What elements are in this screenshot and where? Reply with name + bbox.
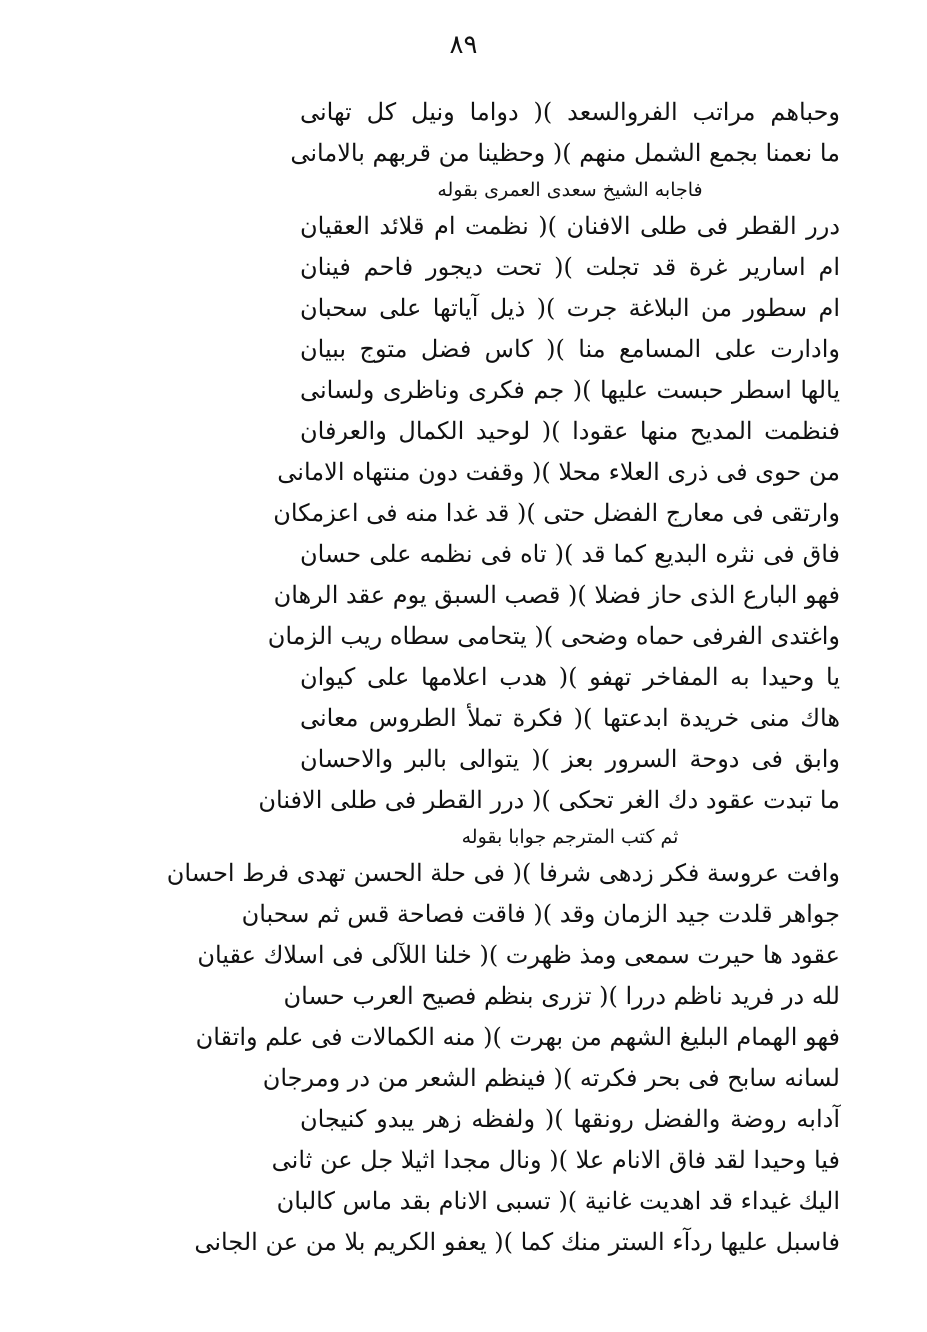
poem-body (166, 92, 840, 1263)
verse-line: فاسبل عليها ردآء الستر منك كما )( يعفو الكريم بلا من عن الجانى (194, 1228, 840, 1256)
page-number: ٨٩ (449, 30, 478, 60)
section-heading: فاجابه الشيخ سعدى العمرى بقوله (437, 179, 703, 201)
verse-line: فيا وحيدا لقد فاق الانام علا )( ونال مجدا اثيلا جل عن ثانى (271, 1146, 840, 1174)
verse-line: فاق فى نثره البديع كما قد )( تاه فى نظمه على حسان (300, 540, 840, 568)
verse-line: ما تبدت عقود دك الغر تحكى )( درر القطر فى طلى الافنان (258, 786, 840, 814)
verse-line: عقود ها حيرت سمعى ومذ ظهرت )( خلنا اللآلى فى اسلاك عقيان (197, 941, 840, 969)
verse-line: فنظمت المديح منها عقودا )( لوحيد الكمال والعرفان (300, 417, 840, 445)
verse-line: وابق فى دوحة السرور بعز )( يتوالى بالبر والاحسان (300, 745, 840, 773)
verse-line: فهو الهمام البليغ الشهم من بهرت )( منه الكمالات فى علم واتقان (195, 1023, 840, 1051)
section-heading: ثم كتب المترجم جوابا بقوله (461, 826, 679, 848)
verse-line: جواهر قلدت جيد الزمان وقد )( فاقت فصاحة قس ثم سحبان (241, 900, 840, 928)
verse-line: يا وحيدا به المفاخر تهفو )( هدب اعلامها على كيوان (300, 663, 840, 691)
verse-line: يالها اسطر حبست عليها )( جم فكرى وناظرى ولسانى (300, 376, 840, 404)
verse-line: هاك منى خريدة ابدعتها )( فكرة تملأ الطروس معانى (300, 704, 840, 732)
verse-line: آدابه روضة والفضل رونقها )( ولفظه زهر يبدو كنيجان (300, 1105, 840, 1133)
verse-line: وارتقى فى معارج الفضل حتى )( قد غدا منه فى اعزمكان (273, 499, 840, 527)
verse-line: واغتدى الفرفى حماه وضحى )( يتحامى سطاه ريب الزمان (267, 622, 840, 650)
verse-line: اليك غيداء قد اهديت غانية )( تسبى الانام بقد ماس كالبان (276, 1187, 840, 1215)
verse-line: ام سطور من البلاغة جرت )( ذيل آياتها على سحبان (300, 294, 840, 322)
verse-line: درر القطر فى طلى الافنان )( نظمت ام قلائد العقيان (300, 212, 840, 240)
verse-line: لله در فريد ناظم دررا )( تزرى بنظم فصيح العرب حسان (283, 982, 840, 1010)
verse-line: وحباهم مراتب الفروالسعد )( دواما ونيل كل تهانى (300, 98, 840, 126)
verse-line: وادارت على المسامع منا )( كاس فضل متوج ببيان (300, 335, 840, 363)
verse-line: ما نعمنا بجمع الشمل منهم )( وحظينا من قربهم بالامانى (290, 139, 840, 167)
verse-line: ام اسارير غرة قد تجلت )( تحت ديجور فاحم فينان (300, 253, 840, 281)
verse-line: وافت عروسة فكر زدهى شرفا )( فى حلة الحسن تهدى فرط احسان (166, 859, 840, 887)
verse-line: فهو البارع الذى حاز فضلا )( قصب السبق يوم عقد الرهان (273, 581, 840, 609)
verse-line: من حوى فى ذرى العلاء محلا )( وقفت دون منتهاه الامانى (277, 458, 840, 486)
verse-line: لسانه سابح فى بحر فكرته )( فينظم الشعر من در ومرجان (262, 1064, 840, 1092)
